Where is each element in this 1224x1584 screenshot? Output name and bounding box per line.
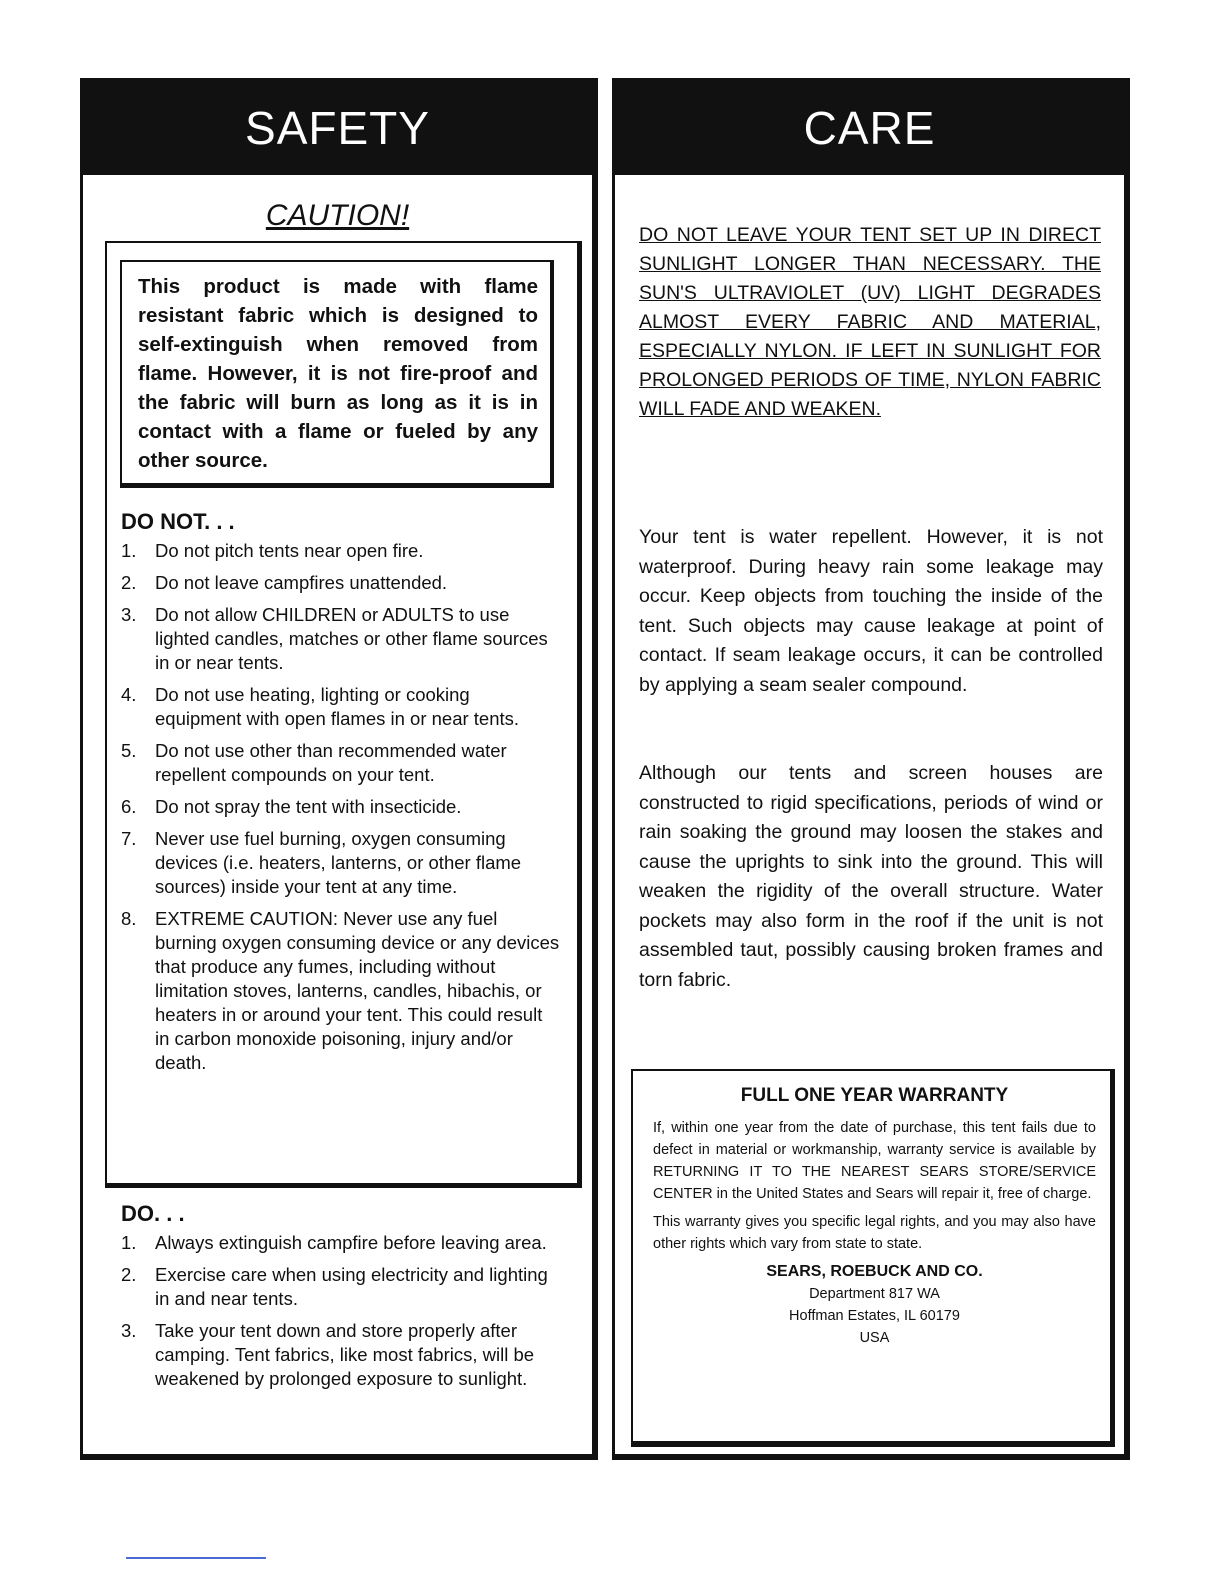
do-heading: DO. . . <box>121 1201 185 1226</box>
list-item: 4. Do not use heating, lighting or cooking equipment with open flames in or near tents. <box>121 684 520 729</box>
list-item: 2. Do not leave campfires unattended. <box>121 572 448 593</box>
safety-header: SAFETY <box>83 81 592 175</box>
flame-notice-box: This product is made with flame resistant fabric which is designed to self-extinguish when removed from flame. However, it is not fire-proof and the fabric will burn as long as it is in contact with a flame or fueled by any other source. <box>120 260 554 488</box>
warranty-rights: This warranty gives you specific legal rights, and you may also have other rights which vary from state to state. <box>653 1214 1096 1252</box>
do-not-list <box>121 539 561 1083</box>
country: USA <box>859 1330 890 1346</box>
list-item: 2. Exercise care when using electricity and lighting in and near tents. <box>121 1264 548 1309</box>
safety-panel <box>80 78 598 1460</box>
list-item: 7. Never use fuel burning, oxygen consuming devices (i.e. heaters, lanterns, or other flame sources) inside your tent at any time. <box>121 828 522 897</box>
city: Hoffman Estates, IL 60179 <box>789 1308 960 1324</box>
do-list <box>121 1231 561 1399</box>
list-item: 3. Do not allow CHILDREN or ADULTS to use lighted candles, matches or other flame sources in or near tents. <box>121 604 548 673</box>
warranty-body: If, within one year from the date of purchase, this tent fails due to defect in material or workmanship, warranty service is available by RETURNING IT TO THE NEAREST SEARS STORE/SERVICE CENTER in the United States and Sears will repair it, free of charge. <box>653 1120 1096 1202</box>
list-item: 1. Always extinguish campfire before leaving area. <box>121 1232 547 1253</box>
sunlight-warning: DO NOT LEAVE YOUR TENT SET UP IN DIRECT SUNLIGHT LONGER THAN NECESSARY. THE SUN'S ULTRAVIOLET (UV) LIGHT DEGRADES ALMOST EVERY FABRIC AND MATERIAL, ESPECIALLY NYLON. IF LEFT IN SUNLIGHT FOR PROLONGED PERIODS OF TIME, NYLON FABRIC WILL FADE AND WEAKEN. <box>639 224 1101 420</box>
structure-paragraph: Although our tents and screen houses are constructed to rigid specifications, periods of wind or rain soaking the ground may loosen the stakes and cause the uprights to sink into the ground. This will weaken the rigidity of the overall structure. Water pockets may also form in the roof if the unit is not assembled taut, possibly causing broken frames and torn fabric. <box>639 762 1103 991</box>
list-item: 6. Do not spray the tent with insecticide. <box>121 796 462 817</box>
warranty-box <box>631 1069 1115 1447</box>
water-repellent-paragraph: Your tent is water repellent. However, it is not waterproof. During heavy rain some leakage may occur. Keep objects from touching the inside of the tent. Such objects may cause leakage at point of contact. If seam leakage occurs, it can be controlled by applying a seam sealer compound. <box>639 526 1103 696</box>
list-item: 3. Take your tent down and store properly after camping. Tent fabrics, like most fabrics, will be weakened by prolonged exposure to sunlight. <box>121 1320 535 1389</box>
do-not-heading: DO NOT. . . <box>121 509 235 534</box>
care-header: CARE <box>615 81 1124 175</box>
warranty-address <box>653 1261 1096 1349</box>
warranty-title: FULL ONE YEAR WARRANTY <box>740 1085 1009 1106</box>
bottom-rule <box>126 1557 266 1559</box>
list-item: 8. EXTREME CAUTION: Never use any fuel burning oxygen consuming device or any devices that produce any fumes, including without limitation stoves, lanterns, candles, hibachis, or heaters in or around your tent. This could result in carbon monoxide poisoning, injury and/or death. <box>121 908 560 1073</box>
department: Department 817 WA <box>809 1286 940 1302</box>
list-item: 1. Do not pitch tents near open fire. <box>121 540 424 561</box>
caution-title: CAUTION! <box>265 199 410 232</box>
care-panel <box>612 78 1130 1460</box>
company-name: SEARS, ROEBUCK AND CO. <box>766 1263 983 1280</box>
list-item: 5. Do not use other than recommended water repellent compounds on your tent. <box>121 740 507 785</box>
